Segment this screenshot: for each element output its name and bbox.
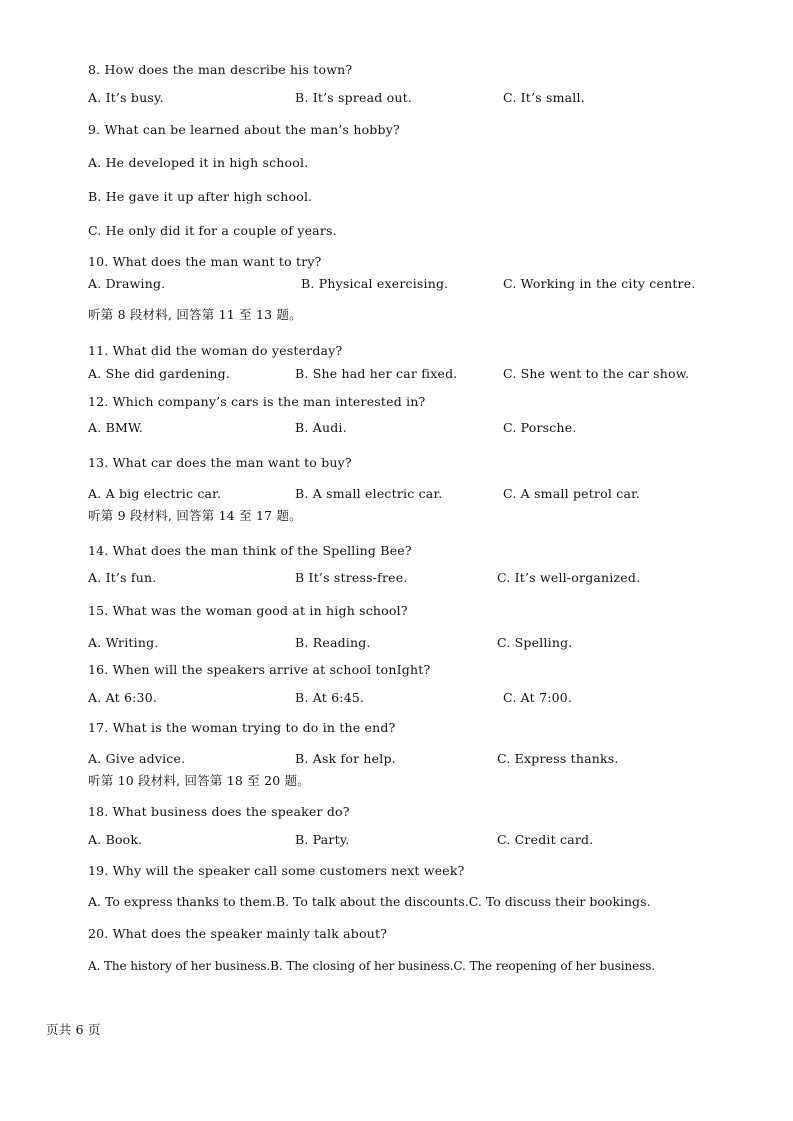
q13-stem: 13. What car does the man want to buy?	[88, 455, 352, 470]
q11-stem: 11. What did the woman do yesterday?	[88, 343, 343, 358]
q14-option-c: C. It’s well-organized.	[497, 570, 641, 585]
section-10-instruction: 听第 10 段材料, 回答第 18 至 20 题。	[88, 773, 311, 788]
q19-options: A. To express thanks to them.B. To talk about the discounts.C. To discuss their bookings.	[88, 894, 651, 909]
q15-option-c: C. Spelling.	[497, 635, 573, 650]
q8-option-b: B. It’s spread out.	[295, 90, 413, 105]
q13-option-a: A. A big electric car.	[88, 486, 222, 501]
q16-option-b: B. At 6:45.	[295, 690, 365, 705]
section-9-instruction: 听第 9 段材料, 回答第 14 至 17 题。	[88, 508, 302, 523]
q10-option-a: A. Drawing.	[88, 276, 166, 291]
section-8-instruction: 听第 8 段材料, 回答第 11 至 13 题。	[88, 307, 302, 322]
q10-stem: 10. What does the man want to try?	[88, 254, 322, 269]
q8-option-c: C. It’s small.	[503, 90, 585, 105]
q18-option-b: B. Party.	[295, 832, 350, 847]
q17-option-a: A. Give advice.	[88, 751, 186, 766]
q15-option-b: B. Reading.	[295, 635, 371, 650]
q10-option-c: C. Working in the city centre.	[503, 276, 696, 291]
q9-option-b: B. He gave it up after high school.	[88, 189, 313, 204]
q17-option-b: B. Ask for help.	[295, 751, 396, 766]
q18-stem: 18. What business does the speaker do?	[88, 804, 350, 819]
q13-option-c: C. A small petrol car.	[503, 486, 641, 501]
q13-option-b: B. A small electric car.	[295, 486, 443, 501]
q8-option-a: A. It’s busy.	[88, 90, 164, 105]
q16-option-c: C. At 7:00.	[503, 690, 573, 705]
q9-option-c: C. He only did it for a couple of years.	[88, 223, 337, 238]
page-footer: 页共 6 页	[46, 1022, 101, 1037]
q20-stem: 20. What does the speaker mainly talk about?	[88, 926, 388, 941]
q14-option-a: A. It’s fun.	[88, 570, 157, 585]
q20-options: A. The history of her business.B. The closing of her business.C. The reopening of her business.	[88, 959, 655, 973]
q12-option-a: A. BMW.	[88, 420, 143, 435]
q9-stem: 9. What can be learned about the man’s hobby?	[88, 122, 400, 137]
q15-option-a: A. Writing.	[88, 635, 159, 650]
q12-stem: 12. Which company’s cars is the man interested in?	[88, 394, 426, 409]
q14-stem: 14. What does the man think of the Spelling Bee?	[88, 543, 412, 558]
q11-option-a: A. She did gardening.	[88, 366, 231, 381]
q12-option-c: C. Porsche.	[503, 420, 577, 435]
q9-option-a: A. He developed it in high school.	[88, 155, 309, 170]
q11-option-c: C. She went to the car show.	[503, 366, 690, 381]
q17-option-c: C. Express thanks.	[497, 751, 619, 766]
q18-option-a: A. Book.	[88, 832, 143, 847]
q10-option-b: B. Physical exercising.	[301, 276, 449, 291]
q16-option-a: A. At 6:30.	[88, 690, 158, 705]
q8-stem: 8. How does the man describe his town?	[88, 62, 353, 77]
q14-option-b: B It’s stress-free.	[295, 570, 408, 585]
q18-option-c: C. Credit card.	[497, 832, 594, 847]
q15-stem: 15. What was the woman good at in high school?	[88, 603, 408, 618]
q12-option-b: B. Audi.	[295, 420, 347, 435]
q11-option-b: B. She had her car fixed.	[295, 366, 458, 381]
q17-stem: 17. What is the woman trying to do in the end?	[88, 720, 396, 735]
q19-stem: 19. Why will the speaker call some customers next week?	[88, 863, 465, 878]
q16-stem: 16. When will the speakers arrive at school tonIght?	[88, 662, 431, 677]
